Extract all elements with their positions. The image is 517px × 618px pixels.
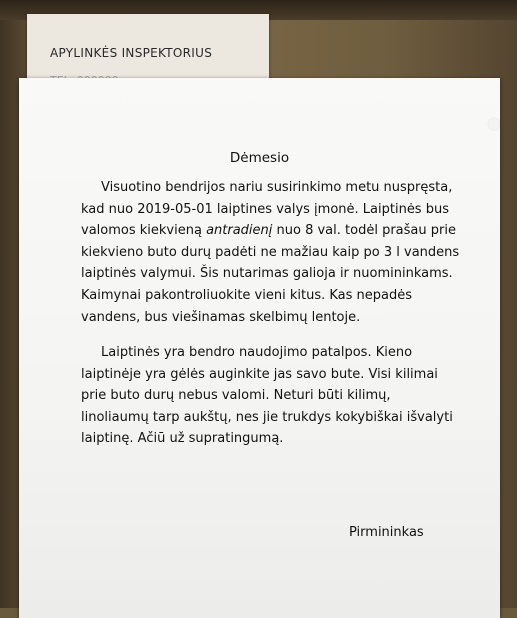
notice-text: nuo 8 val. todėl prašau prie (272, 223, 456, 239)
background-notice-title: APYLINKĖS INSPEKTORIUS (50, 46, 213, 60)
notice-line: kad nuo 2019-05-01 laiptines valys įmonė. Laiptinės bus (81, 201, 449, 217)
notice-line: linoliaumų tarp aukštų, nes jie trukdys kokybiškai išvalyti (81, 409, 453, 425)
notice-emphasis: antradienį (206, 223, 273, 239)
notice-paragraph-1 (81, 177, 461, 328)
notice-line: prie buto durų nebus valomi. Neturi būti kilimų, (81, 388, 391, 404)
notice-line: Kaimynai pakontroliuokite vieni kitus. Kas nepadės (81, 287, 412, 303)
signature: Pirmininkas (349, 525, 424, 540)
notice-line: laiptinėje yra gėlės auginkite jas savo bute. Visi kilimai (81, 366, 438, 382)
notice-line: vandens, bus viešinamas skelbimų lentoje. (81, 309, 361, 325)
notice-text: valomos kiekvieną (81, 223, 207, 239)
notice-paragraph-2 (81, 342, 461, 450)
notice-line: Laiptinės yra bendro naudojimo patalpos. Kieno (101, 345, 413, 360)
notice-line: Visuotino bendrijos nariu susirinkimo metu nuspręsta, (101, 180, 453, 195)
notice-line (81, 220, 461, 242)
pin-mark (488, 118, 500, 130)
notice-line: laiptinę. Ačiū už supratingumą. (81, 431, 284, 447)
notice-line: kiekvieno buto durų padėti ne mažiau kaip po 3 l vandens (81, 244, 460, 260)
notice-heading: Dėmesio (229, 150, 290, 166)
notice-sheet (19, 78, 500, 618)
notice-line: laiptinės valymui. Šis nutarimas galioja ir nuomininkams. (81, 266, 453, 282)
